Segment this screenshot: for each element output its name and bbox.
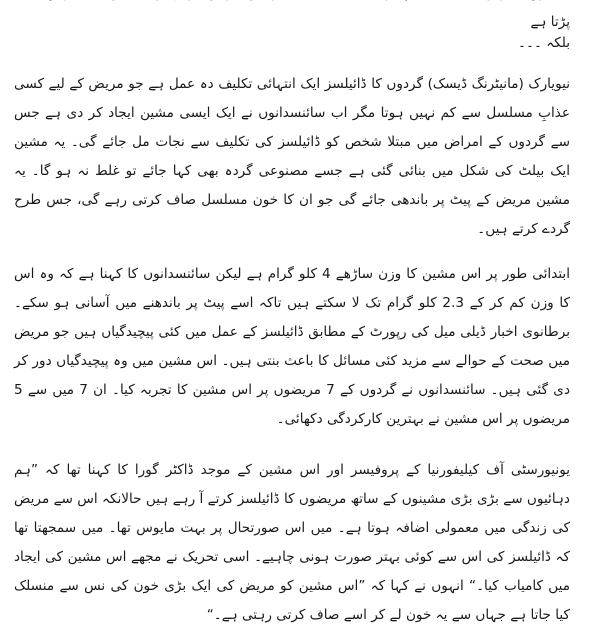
cut-off-line: پڑتا ہے (530, 14, 570, 30)
paragraph-2: ابتدائی طور پر اس مشین کا وزن ساڑھے 4 کلو گرام ہے لیکن سائنسدانوں کا کہنا ہے کہ وہ اس کا وزن کم کر کے 2.3 کلو گرام تک لا سکتے ہیں تاکہ اسے پیٹ پر باندھنے میں آسانی ہو سکے۔ برطانوی اخبار ڈیلی میل کی رپورٹ کے مطابق ڈائیلسز کے عمل میں کئی پیچیدگیاں ہیں جو مریض میں صحت کے حوالے سے مزید کئی مسائل کا باعث بنتی ہیں۔ اس مشین میں وہ پیچیدگیاں دور کر دی گئی ہیں۔ سائنسدانوں نے گردوں کے 7 مریضوں پر اس مشین کا تجربہ کیا۔ ان 7 میں سے 5 مریضوں پر اس مشین نے بہترین کارکردگی دکھائی۔ (14, 266, 570, 427)
paragraph-3: یونیورسٹی آف کیلیفورنیا کے پروفیسر اور اس مشین کے موجد ڈاکٹر گورا کا کہنا تھا کہ ”ہم دہائیوں سے بڑی بڑی مشینوں کے ساتھ مریضوں کا ڈائیلسز کرتے آ رہے ہیں حالانکہ اس سے مریض کی زندگی میں معمولی اضافہ ہوتا ہے۔ میں اس صورتحال پر بہت مایوس تھا۔ میں سمجھتا تھا کہ ڈائیلسز کی اس سے کوئی بہتر صورت ہونی چاہیے۔ اسی تحریک نے مجھے اس مشین کی ایجاد میں کامیاب کیا۔“ انہوں نے کہا کہ ”اس مشین کو مریض کی ایک بڑی خون کی نس سے منسلک کیا جاتا ہے جہاں سے یہ خون لے کر اسے صاف کرتی رہتی ہے۔“ (14, 462, 570, 623)
fragment-end: بلکہ ۔۔۔ (518, 35, 570, 51)
paragraph-1: نیویارک (مانیٹرنگ ڈیسک) گردوں کا ڈائیلسز ایک انتہائی تکلیف دہ عمل ہے جو مریض کے لیے کسی عذابِ مسلسل سے کم نہیں ہوتا مگر اب سائنسدانوں نے ایک ایسی مشین ایجاد کر دی ہے جس سے گردوں کے امراض میں مبتلا شخص کو ڈائیلسز کی تکلیف سے نجات مل جائے گی۔ یہ مشین ایک بیلٹ کی شکل میں بنائی گئی ہے جسے مصنوعی گردہ بھی کہا جائے تو غلط نہ ہو گا۔ یہ مشین مریض کے پیٹ پر باندھی جائے گی جو ان کا خون مسلسل صاف کرتی رہے گی، جس طرح گردے کرتے ہیں۔ (14, 76, 570, 237)
